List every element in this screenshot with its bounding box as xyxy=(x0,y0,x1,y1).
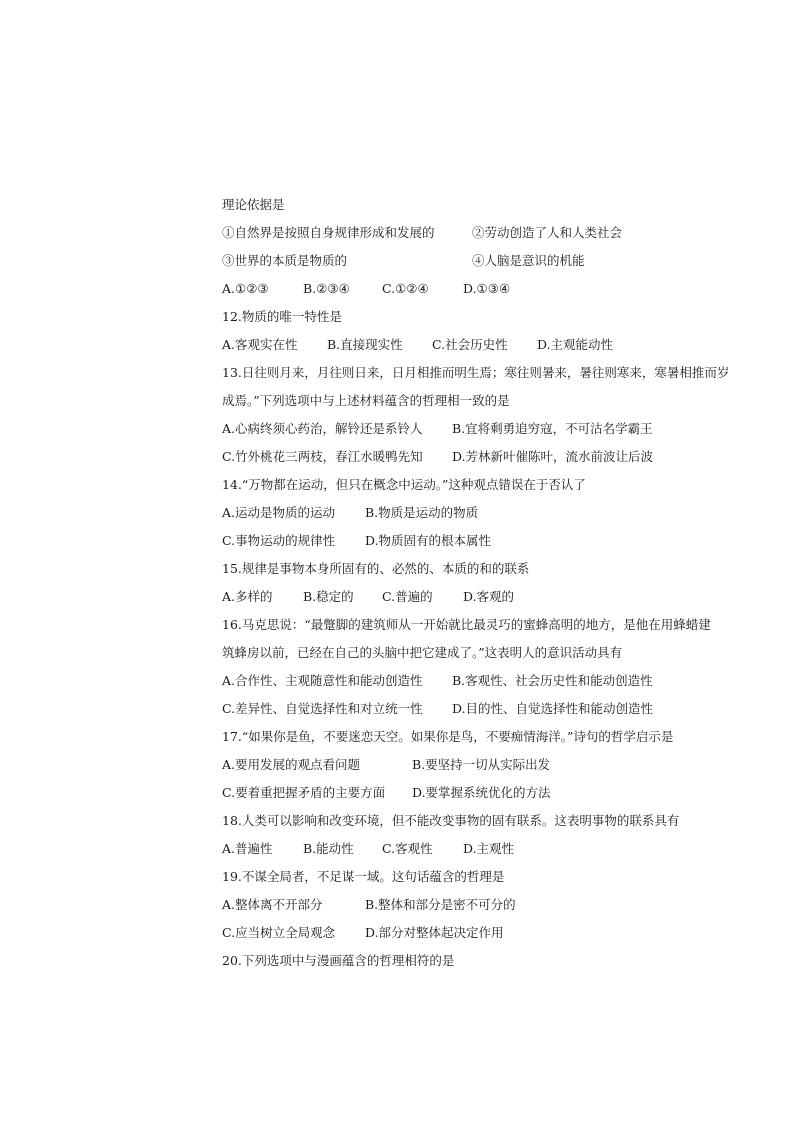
question-14-stem: 14.“万物都在运动，但只在概念中运动。”这种观点错误在于否认了 xyxy=(222,477,586,492)
q17-option-c: C.要着重把握矛盾的主要方面 xyxy=(222,785,386,800)
question-15-stem: 15.规律是事物本身所固有的、必然的、本质的和的联系 xyxy=(222,561,530,576)
q15-option-d: D.客观的 xyxy=(463,589,515,604)
q18-option-d: D.主观性 xyxy=(463,841,515,856)
q14-option-c: C.事物运动的规律性 xyxy=(222,533,336,548)
q17-option-b: B.要坚持一切从实际出发 xyxy=(412,757,551,772)
q15-option-b: B.稳定的 xyxy=(303,589,354,604)
statement-1: ①自然界是按照自身规律形成和发展的 xyxy=(222,225,435,240)
question-19-stem: 19.不谋全局者，不足谋一域。这句话蕴含的哲理是 xyxy=(222,869,505,884)
q11-option-b: B.②③④ xyxy=(303,281,350,296)
question-18-stem: 18.人类可以影响和改变环境，但不能改变事物的固有联系。这表明事物的联系具有 xyxy=(222,813,680,828)
q13-option-c: C.竹外桃花三两枝，春江水暖鸭先知 xyxy=(222,449,423,464)
q16-option-c: C.差异性、自觉选择性和对立统一性 xyxy=(222,701,423,716)
q15-option-a: A.多样的 xyxy=(222,589,273,604)
q19-option-a: A.整体离不开部分 xyxy=(222,897,323,912)
q18-option-a: A.普遍性 xyxy=(222,841,273,856)
statement-4: ④人脑是意识的机能 xyxy=(472,253,585,268)
q16-option-d: D.目的性、自觉选择性和能动创造性 xyxy=(452,701,654,716)
question-12-stem: 12.物质的唯一特性是 xyxy=(222,309,342,324)
q17-option-d: D.要掌握系统优化的方法 xyxy=(412,785,551,800)
q14-option-a: A.运动是物质的运动 xyxy=(222,505,336,520)
q15-option-c: C.普遍的 xyxy=(382,589,433,604)
q17-option-a: A.要用发展的观点看问题 xyxy=(222,757,361,772)
q18-option-b: B.能动性 xyxy=(303,841,354,856)
q14-option-d: D.物质固有的根本属性 xyxy=(365,533,492,548)
statement-2: ②劳动创造了人和人类社会 xyxy=(472,225,623,240)
q12-option-a: A.客观实在性 xyxy=(222,337,298,352)
question-16-stem-line2: 筑蜂房以前，已经在自己的头脑中把它建成了。”这表明人的意识活动具有 xyxy=(222,645,623,660)
q13-option-d: D.芳林新叶催陈叶，流水前波让后波 xyxy=(452,449,654,464)
question-17-stem: 17.“如果你是鱼，不要迷恋天空。如果你是鸟，不要痴情海洋。”诗句的哲学启示是 xyxy=(222,729,674,744)
question-13-stem-line1: 13.日往则月来，月往则日来，日月相推而明生焉；寒往则暑来，暑往则寒来，寒暑相推而岁 xyxy=(222,365,730,380)
q19-option-b: B.整体和部分是密不可分的 xyxy=(365,897,516,912)
q13-option-a: A.心病终须心药治，解铃还是系铃人 xyxy=(222,421,423,436)
q16-option-a: A.合作性、主观随意性和能动创造性 xyxy=(222,673,423,688)
q19-option-d: D.部分对整体起决定作用 xyxy=(365,925,504,940)
question-20-stem: 20.下列选项中与漫画蕴含的哲理相符的是 xyxy=(222,953,455,968)
q16-option-b: B.客观性、社会历史性和能动创造性 xyxy=(452,673,653,688)
q12-option-c: C.社会历史性 xyxy=(432,337,508,352)
q11-option-d: D.①③④ xyxy=(463,281,511,296)
q13-option-b: B.宜将剩勇追穷寇，不可沽名学霸王 xyxy=(452,421,653,436)
q12-option-b: B.直接现实性 xyxy=(327,337,403,352)
statement-3: ③世界的本质是物质的 xyxy=(222,253,348,268)
q11-option-a: A.①②③ xyxy=(222,281,269,296)
q12-option-d: D.主观能动性 xyxy=(537,337,614,352)
question-16-stem-line1: 16.马克思说：“最蹩脚的建筑师从一开始就比最灵巧的蜜蜂高明的地方，是他在用蜂蜡建 xyxy=(222,617,711,632)
q14-option-b: B.物质是运动的物质 xyxy=(365,505,479,520)
q11-option-c: C.①②④ xyxy=(382,281,429,296)
q19-option-c: C.应当树立全局观念 xyxy=(222,925,336,940)
question-11-stem-end: 理论依据是 xyxy=(222,197,285,212)
question-13-stem-line2: 成焉。”下列选项中与上述材料蕴含的哲理相一致的是 xyxy=(222,393,510,408)
q18-option-c: C.客观性 xyxy=(382,841,433,856)
